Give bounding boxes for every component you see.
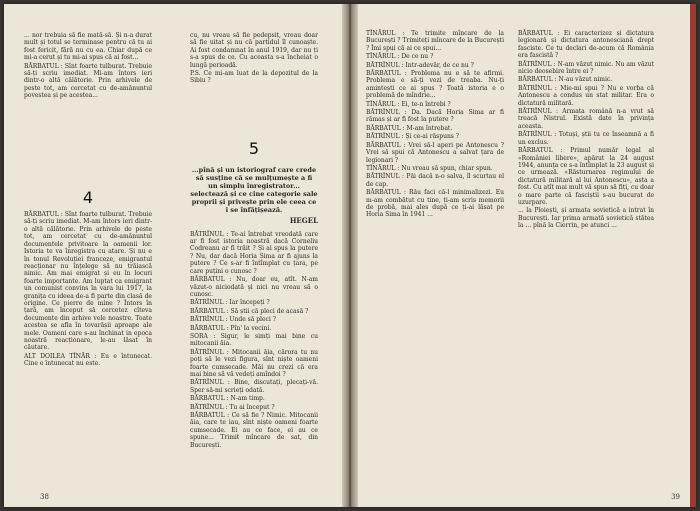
book-gutter (342, 4, 358, 507)
paragraph: BĂRBATUL : Ei caracterizez și dictatura legionară și dictatura antonesciană drept fasciste. Ce tu declari de-acum că România era fascistă ? (518, 30, 654, 60)
paragraph: BĂRBATUL : Primul număr legal al «României libere», apărut la 24 august 1944, anunța ce s-a întîmplat la 23 august și ce urmează. «Răsturnarea regimului de dictatură militară al lui Antonescu», asta a fost. Cu atît mai mult vă spun să fiți, cu doar o mare parte că fasciștii s-au bucurat de uzurpare. (518, 147, 654, 206)
paragraph: BĂTRÎNUL : Intr-adevăr, de ce nu ? (366, 61, 474, 69)
paragraph: BĂRBATUL : N-au văzut nimic. (518, 76, 613, 84)
paragraph: BĂTRÎNUL : Tu ai început ? (190, 403, 275, 411)
paragraph: ... nor trebuia să fie mată-să. Și n-a durat mult și totul se terminase pentru că tu ai fost fericit, fără nu cu ea. Chiar după ce mi-a cerut și tu mi-ai spus că ai fost... (24, 32, 152, 62)
paragraph: TÎNĂRUL : Te trimite mîncare de la București ? Trimiteți mîncare de la București ? Îmi spui că ai ce spui... (366, 30, 504, 52)
cover-edge (690, 4, 696, 507)
paragraph: BĂTRÎNUL : Mie-mi spui ? Nu e vorba că Antonescu a condus un stat militar. Era o dictatură militară. (518, 84, 654, 107)
paragraph: ALT DOILEA TÎNĂR : Eu e întunecat. Cine e întunecat nu este. (24, 352, 152, 368)
paragraph: P.S. Ce mi-am luat de la depozitul de la Sibiu ? (190, 70, 318, 85)
paragraph: BĂRBATUL : Sînt foarte tulburat. Trebuie să-ți scriu imediat. M-am întors ieri dintr-o altă călătorie. Prin arhivele de peste tot, am cercetat cu de-amănuntul documentele privitoare la oamenii lor. Istoria te va înregistra cu atare. Și nu e în tonul Revoluției franceze, emigrantul reacționar nu înțelege să nu trăiască nimic. Am mai emigrat și eu în locuri foarte importante. Am luptat ca emigrant un comunist convins în vara lui 1917, la granița cu ideea de-a fi parte din clasă de origine. Ce pierre de mine ? Întors în țară, am început să cercetez cîteva documente din arhive vele noastre. Toate acestea se afla în tovarășii aproape ale mele. Oameni care s-au închinat in epoca noastră reacționare, le-au lăsat în căutare. (24, 211, 152, 352)
paragraph: BĂTRÎNUL : Și ce-ai răspuns ? (366, 133, 460, 141)
paragraph: cu, nu vreau să fie pedepsit, vreau doar să fie uitat și nu că partidul îl cunoaște. Ai fost condamnat în anul 1919, dar nu ți s-a spus de ce. Cu aceasta s-a încheiat o lungă perioadă. (190, 32, 318, 69)
paragraph: BĂRBATUL : N-am timp. (190, 395, 265, 403)
paragraph: BĂTRÎNUL : Totuși, știi tu ce înseamnă a fi un exclus. (518, 131, 654, 146)
paragraph: BĂTRÎNUL : Te-ai întrebat vreodată care ar fi fost istoria noastră dacă Corneliu Codreanu ar fi trăit ? Și ai spus la putere ? Nu, dar dacă Horia Sima ar fi ajuns la putere ? Ce s-ar fi întîmplat cu țara, pe care puțini o cunosc ? (190, 230, 318, 275)
paragraph: TÎNĂRUL : Ei, te-n întrebi ? (366, 100, 451, 108)
right-column-1 (366, 30, 504, 220)
left-column-2 (190, 32, 318, 450)
paragraph: BĂTRÎNUL : Păi dacă n-o salva, îl scurtau el de cap. (366, 173, 504, 188)
paragraph: BĂTRÎNUL : Da. Dacă Horia Sima ar fi rămas și ar fi fost la putere ? (366, 109, 504, 124)
paragraph: BĂTRÎNUL : Mitocanii ăia, cărora tu nu poți să le vezi figura, sînt niște oameni foarte cumsecade. Măi nu crezi că era mai bine să vă vedeți amîndoi ? (190, 348, 318, 378)
book-spread (4, 4, 696, 507)
paragraph: SORA : Sigur, le simți mai bine cu mitocanii ăia. (190, 332, 318, 348)
page-number-right: 39 (671, 493, 680, 501)
paragraph: BĂTRÎNUL : Bine, discutați, plecați-vă. Sper să-mi scrieți odată. (190, 379, 318, 394)
paragraph: ... la Ploiești, și armata sovietică a intrat în București. Iar prima armată sovietică stătea la ... pînă la Cierrin, pe atunci ... (518, 207, 654, 230)
scene-number: 4 (82, 187, 94, 207)
paragraph: BĂRBATUL : Ce să fie ? Nimic. Mitocanii ăia, care te iau, sînt niște oameni foarte cumsecade. Ei au ce face, ei au ce spune... Trimit mîncare de sat, din București. (190, 412, 318, 449)
paragraph: BĂRBATUL : Pîn' la vecini. (190, 324, 272, 332)
paragraph: BĂRBATUL : M-am întrebat. (366, 124, 453, 132)
paragraph: BĂTRÎNUL : Unde să pleci ? (190, 316, 276, 324)
paragraph: BĂRBATUL : Problema nu e să te afirmi. Problema e să-ți vezi de treaba. Nu-ți amintești ce ai spus ? Toată istoria e o problemă de mîndrie... (366, 70, 504, 100)
right-page (358, 4, 696, 507)
epigraph-quote: ...pînă și un istoriograf care crede să susține că se mulțumește a fi un simplu înregistrator... selectează și ce cine categorie sale proprii și privește prin ele ceea ce i se înfățișează. (190, 166, 318, 215)
epigraph-author: HEGEL (289, 216, 318, 226)
paragraph: BĂRBATUL : Sînt foarte tulburat. Trebuie să-ți scriu imediat. Mi-am întors ieri dintr-o altă călătorie. Prin arhivele de peste tot, am cercetat cu de-amănuntul povestea și pe acestea... (24, 62, 152, 100)
paragraph: BĂRBATUL : Să știi că pleci de acasă ? (190, 307, 309, 315)
paragraph: BĂTRÎNUL : N-am văzut nimic. Nu am văzut nicio deosebire între ei ? (518, 60, 654, 76)
left-column-1 (24, 32, 152, 369)
paragraph: BĂTRÎNUL : Iar începeți ? (190, 299, 270, 307)
scene-number: 5 (248, 138, 260, 158)
left-page (4, 4, 342, 507)
paragraph: BĂRBATUL : Rău faci că-l minimalizezi. Eu m-am combătut cu tine, ți-am scris memorii de probă, mai ales după ce ți-ai lăsat pe Horia Sima în 1941 ... (366, 189, 504, 219)
paragraph: TÎNĂRUL : Nu vreau să spun, chiar spun. (366, 164, 493, 172)
paragraph: BĂRBATUL : Vrei să-l aperi pe Antonescu ? Vrei să spui că Antonescu a salvat țara de legionari ? (366, 141, 504, 164)
paragraph: BĂTRÎNUL : Armata română n-a vrut să treacă Nistrul. Există date în privința aceasta. (518, 108, 654, 130)
page-number-left: 38 (40, 493, 49, 501)
right-column-2 (518, 30, 654, 231)
paragraph: BĂRBATUL : Nu, doar eu, atît. N-am văzut-o niciodată și nici nu vreau să o cunosc. (190, 276, 318, 298)
paragraph: TÎNĂRUL : De ce nu ? (366, 53, 434, 61)
